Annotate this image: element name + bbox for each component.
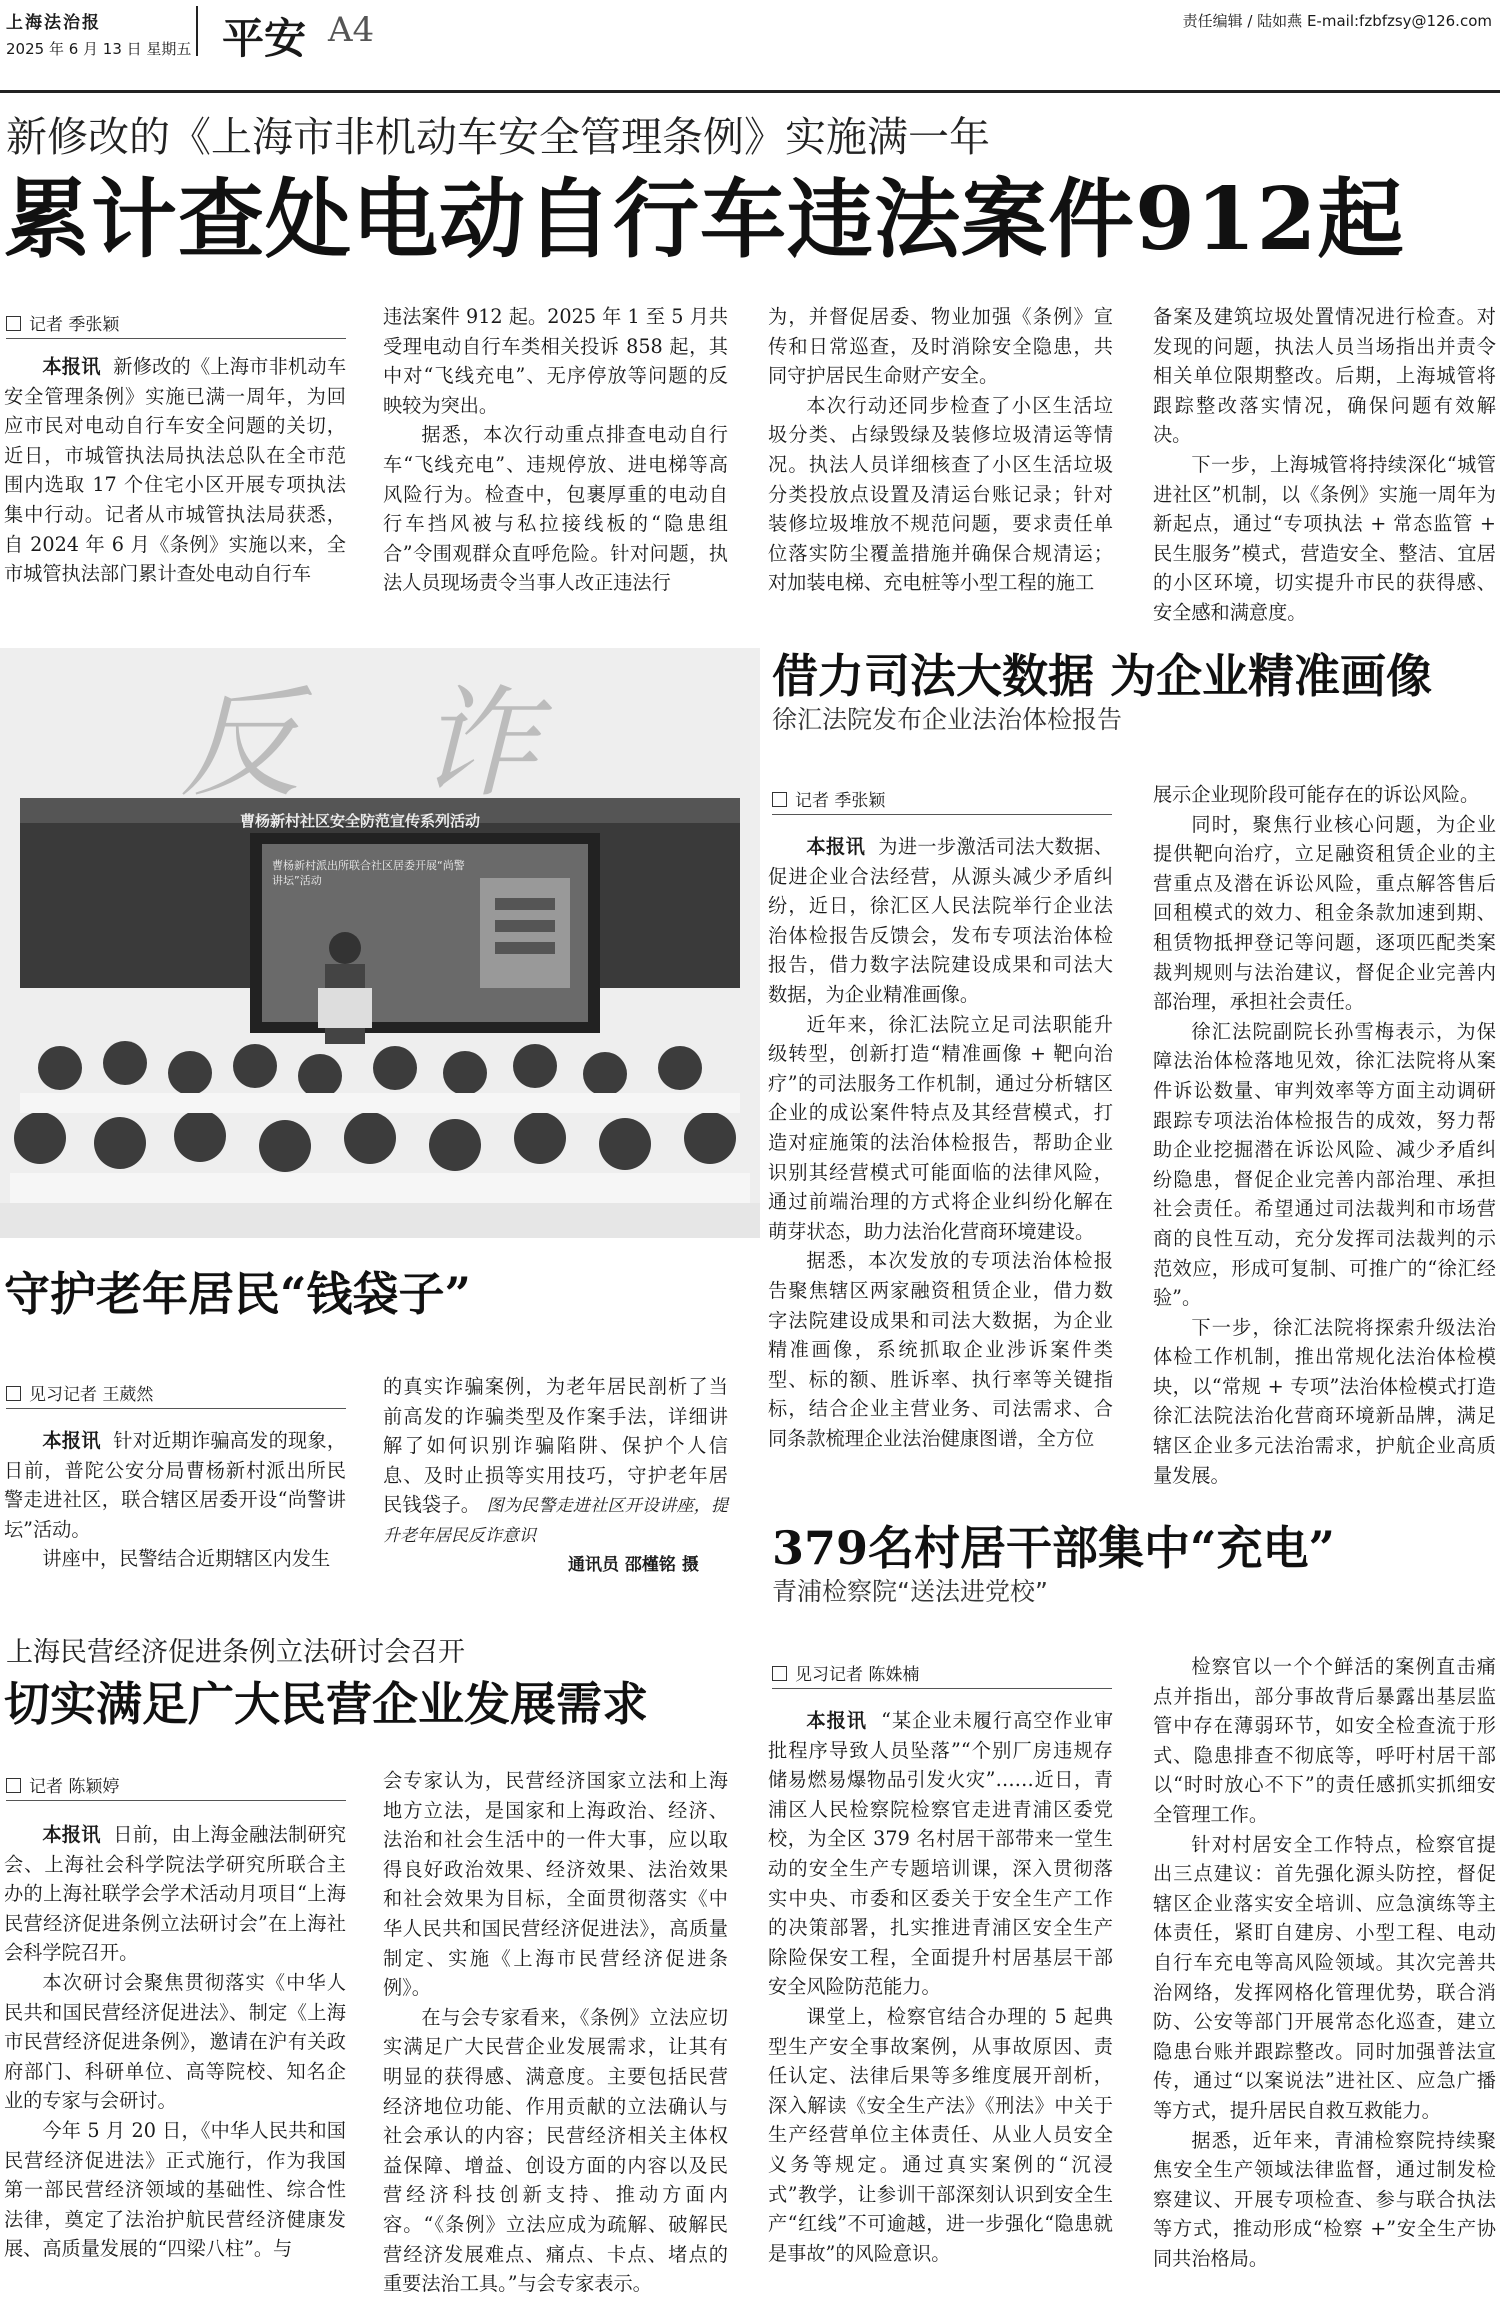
lead-tag: 本报讯 (42, 1429, 101, 1452)
article2-body: 针对近期诈骗高发的现象，日前，普陀公安分局曹杨新村派出所民警走进社区，联合辖区居委开设“尚警讲坛”活动。 (4, 1429, 347, 1541)
article1-column-1 (4, 352, 346, 596)
byline-box-icon (6, 1778, 21, 1793)
article3-paragraph: 展示企业现阶段可能存在的诉讼风险。 (1153, 783, 1480, 806)
byline-rule (6, 1800, 346, 1801)
article2-byline (6, 1380, 153, 1405)
byline-text: 记者 陈颖婷 (29, 1777, 120, 1797)
photo-overlay-text: 反 诈 (180, 675, 579, 814)
article5-paragraph: 今年 5 月 20 日，《中华人民共和国民营经济促进法》正式施行，作为我国第一部民营经济领域的基础性、综合性法律，奠定了法治护航民营经济健康发展、高质量发展的“四梁八柱”。与 (4, 2118, 346, 2261)
article1-headline: 累计查处电动自行车违法案件912起 (4, 169, 1405, 270)
editor-info: 责任编辑 / 陆如燕 E-mail:fzbfzsy@126.com (1182, 12, 1492, 30)
lead-tag: 本报讯 (42, 355, 101, 378)
article1-paragraph: 违法案件 912 起。2025 年 1 至 5 月共受理电动自行车类相关投诉 858 起，其中对“飞线充电”、无序停放等问题的反映较为突出。 (383, 305, 728, 417)
article3-paragraph: 近年来，徐汇法院立足司法职能升级转型，创新打造“精准画像 + 靶向治疗”的司法服务工作机制，通过分析辖区企业的成讼案件特点及其经营模式，打造对症施策的法治体检报告，帮助企业识别其经营模式可能面临的法律风险，通过前端治理的方式将企业纠纷化解在萌芽状态，助力法治化营商环境建设。 (768, 1012, 1113, 1243)
article1-paragraph: 据悉，本次行动重点排查电动自行车“飞线充电”、违规停放、进电梯等高风险行为。检查中，包裹厚重的电动自行车挡风被与私拉接线板的“隐患组合”令围观群众直呼危险。针对问题，执法人员现场责令当事人改正违法行 (383, 423, 728, 595)
page-number: A4 (328, 10, 375, 50)
masthead-rule (0, 90, 1500, 93)
byline-box-icon (772, 1666, 787, 1681)
article3-column-1 (768, 832, 1113, 1460)
byline-text: 见习记者 王葳然 (29, 1385, 154, 1405)
byline-rule (6, 1408, 346, 1409)
article2-column-1 (4, 1426, 346, 1578)
article4-column-2 (1153, 1652, 1496, 2270)
article3-subhead: 徐汇法院发布企业法治体检报告 (772, 705, 1123, 734)
byline-rule (772, 814, 1112, 815)
article1-kicker: 新修改的《上海市非机动车安全管理条例》实施满一年 (6, 113, 990, 161)
article5-byline (6, 1772, 119, 1797)
masthead-divider (196, 6, 198, 56)
article4-paragraph: 检察官以一个个鲜活的案例直击痛点并指出，部分事故背后暴露出基层监管中存在薄弱环节，如安全检查流于形式、隐患排查不彻底等，呼吁村居干部以“时时放心不下”的责任感抓实抓细安全管理工作。 (1153, 1655, 1496, 1826)
article5-column-1 (4, 1820, 347, 2261)
newspaper-logo: 上海法治报 (6, 13, 101, 33)
article5-paragraph: 本次研讨会聚焦贯彻落实《中华人民共和国民营经济促进法》、制定《上海市民营经济促进条例》，邀请在沪有关政府部门、科研单位、高等院校、知名企业的专家与会研讨。 (4, 1970, 346, 2113)
article1-body: 新修改的《上海市非机动车安全管理条例》实施已满一周年，为回应市民对电动自行车安全问题的关切，近日，市城管执法局执法总队在全市范围内选取 17 个住宅小区开展专项执法集中行动。记者从市城管执法局获悉，自 2024 年 6 月《条例》实施以来，全市城管执法部门累计查处电动自行车 (4, 355, 347, 586)
article2-paragraph: 的真实诈骗案例，为老年居民剖析了当前高发的诈骗类型及作案手法，详细讲解了如何识别诈骗陷阱、保护个人信息、及时止损等实用技巧，守护老年居民钱袋子。 (383, 1375, 728, 1517)
byline-text: 记者 季张颖 (29, 315, 120, 335)
lead-tag: 本报讯 (42, 1823, 101, 1846)
photo-credit: 通讯员 邵槿铭 摄 (568, 1555, 699, 1575)
byline-rule (772, 1688, 1112, 1689)
article2-column-2 (383, 1372, 728, 1550)
lead-tag: 本报讯 (806, 1709, 867, 1732)
article2-headline: 守护老年居民“钱袋子” (4, 1267, 471, 1321)
article1-byline (6, 310, 119, 335)
article4-body: “某企业未履行高空作业审批程序导致人员坠落”“个别厂房违规存储易燃易爆物品引发火灾”……近日，青浦区人民检察院检察官走进青浦区委党校，为全区 379 名村居干部带来一堂生动的安全生产专题培训课，深入贯彻落实中央、市委和区委关于安全生产工作的决策部署，扎实推进青浦区安全生产除险保安工程，全面提升村居基层干部安全风险防范能力。 (768, 1709, 1114, 1999)
article5-paragraph: 在与会专家看来，《条例》立法应切实满足广大民营企业发展需求，让其有明显的获得感、满意度。主要包括民营经济地位功能、作用贡献的立法确认与社会承认的内容；民营经济相关主体权益保障、增益、创设方面的内容以及民营经济科技创新支持、推动方面内容。“《条例》立法应成为疏解、破解民营经济发展难点、痛点、卡点、堵点的重要法治工具。”与会专家表示。 (383, 2005, 728, 2296)
article4-subhead: 青浦检察院“送法进党校” (772, 1577, 1048, 1606)
photo-caption: 图为民警走进社区开设讲座，提升老年居民反诈意识 (383, 1496, 729, 1547)
article1-paragraph: 下一步，上海城管将持续深化“城管进社区”机制，以《条例》实施一周年为新起点，通过“专项执法 + 常态监管 + 民生服务”模式，营造安全、整洁、宜居的小区环境，切实提升市民的获得感、安全感和满意度。 (1153, 452, 1496, 624)
article1-paragraph: 本次行动还同步检查了小区生活垃圾分类、占绿毁绿及装修垃圾清运等情况。执法人员详细核查了小区生活垃圾分类投放点设置及清运台账记录；针对装修垃圾堆放不规范问题，要求责任单位落实防尘覆盖措施并确保合规清运；对加装电梯、充电桩等小型工程的施工 (768, 393, 1113, 595)
section-name: 平安 (222, 14, 307, 63)
article4-byline (772, 1660, 919, 1685)
article4-column-1 (768, 1706, 1114, 2265)
article4-paragraph: 针对村居安全工作特点，检察官提出三点建议：首先强化源头防控，督促辖区企业落实安全培训、应急演练等主体责任，紧盯自建房、小型工程、电动自行车充电等高风险领域。其次完善共治网络，发挥网格化管理优势，联合消防、公安等部门开展常态化巡查，建立隐患台账并跟踪整改。同时加强普法宣传，通过“以案说法”进社区、应急广播等方式，提升居民自救互救能力。 (1153, 1832, 1496, 2122)
article3-paragraph: 下一步，徐汇法院将探索升级法治体检工作机制，推出常规化法治体检模块，以“常规 + 专项”法治体检模式打造徐汇法院法治化营商环境新品牌，满足辖区企业多元法治需求，护航企业高质量发展。 (1153, 1315, 1496, 1487)
article1-column-3 (768, 302, 1113, 596)
article5-kicker: 上海民营经济促进条例立法研讨会召开 (6, 1637, 465, 1668)
issue-date: 2025 年 6 月 13 日 星期五 (6, 40, 192, 58)
article5-body: 日前，由上海金融法制研究会、上海社会科学院法学研究所联合主办的上海社联学会学术活动月项目“上海民营经济促进条例立法研讨会”在上海社会科学院召开。 (4, 1823, 347, 1965)
article3-column-2 (1153, 780, 1496, 1487)
article3-paragraph: 徐汇法院副院长孙雪梅表示，为保障法治体检落地见效，徐汇法院将从案件诉讼数量、审判效率等方面主动调研跟踪专项法治体检报告的成效，努力帮助企业挖掘潜在诉讼风险、减少矛盾纠纷隐患，督促企业完善内部治理、承担社会责任。希望通过司法裁判和市场营商的良性互动，充分发挥司法裁判的示范效应，形成可复制、可推广的“徐汇经验”。 (1153, 1019, 1496, 1310)
article3-headline: 借力司法大数据 为企业精准画像 (772, 649, 1433, 703)
article5-column-2 (383, 1766, 728, 2296)
lead-tag: 本报讯 (806, 835, 866, 858)
byline-box-icon (772, 792, 787, 807)
article2-paragraph: 讲座中，民警结合近期辖区内发生 (42, 1547, 331, 1571)
article4-paragraph: 课堂上，检察官结合办理的 5 起典型生产安全事故案例，从事故原因、责任认定、法律后果等多维度展开剖析，深入解读《安全生产法》《刑法》中关于生产经营单位主体责任、从业人员安全义务等规定。通过真实案例的“沉浸式”教学，让参训干部深刻认识到安全生产“红线”不可逾越，进一步强化“隐患就是事故”的风险意识。 (768, 2004, 1113, 2265)
photo-screen-text: 曹杨新村派出所联合社区居委开展“尚警讲坛”活动 (272, 859, 465, 887)
news-photo (0, 648, 760, 1238)
byline-box-icon (6, 1386, 21, 1401)
byline-box-icon (6, 316, 21, 331)
byline-text: 记者 季张颖 (795, 791, 886, 811)
article3-body: 为进一步激活司法大数据、促进企业合法经营，从源头减少矛盾纠纷，近日，徐汇区人民法院举行企业法治体检报告反馈会，发布专项法治体检报告，借力数字法院建设成果和司法大数据，为企业精准画像。 (768, 835, 1114, 1006)
photo-banner-title: 曹杨新村社区安全防范宣传系列活动 (240, 812, 481, 830)
byline-rule (6, 338, 346, 339)
article4-paragraph: 据悉，近年来，青浦检察院持续聚焦安全生产领域法律监督，通过制发检察建议、开展专项检查、参与联合执法等方式，推动形成“检察 +”安全生产协同共治格局。 (1153, 2128, 1496, 2270)
article1-paragraph: 为，并督促居委、物业加强《条例》宣传和日常巡查，及时消除安全隐患，共同守护居民生命财产安全。 (768, 305, 1113, 388)
article5-paragraph: 会专家认为，民营经济国家立法和上海地方立法，是国家和上海政治、经济、法治和社会生活中的一件大事，应以取得良好政治效果、经济效果、法治效果和社会效果为目标，全面贯彻落实《中华人民共和国民营经济促进法》，高质量制定、实施《上海市民营经济促进条例》。 (383, 1769, 728, 2000)
article3-paragraph: 据悉，本次发放的专项法治体检报告聚焦辖区两家融资租赁企业，借力数字法院建设成果和司法大数据，为企业精准画像，系统抓取企业涉诉案件类型、标的额、胜诉率、执行率等关键指标，结合企业主营业务、司法需求、合同条款梳理企业法治健康图谱，全方位 (768, 1249, 1113, 1450)
byline-text: 见习记者 陈姝楠 (795, 1665, 920, 1685)
article1-paragraph: 备案及建筑垃圾处置情况进行检查。对发现的问题，执法人员当场指出并责令相关单位限期整改。后期，上海城管将跟踪整改落实情况，确保问题有效解决。 (1153, 305, 1496, 447)
article4-headline: 379名村居干部集中“充电” (772, 1521, 1335, 1575)
article3-paragraph: 同时，聚焦行业核心问题，为企业提供靶向治疗，立足融资租赁企业的主营重点及潜在诉讼风险，重点解答售后回租模式的效力、租金条款加速到期、租赁物抵押登记等问题，逐项匹配类案裁判规则与法治建议，督促企业完善内部治理，承担社会责任。 (1153, 812, 1496, 1014)
article1-column-4 (1153, 302, 1496, 624)
article3-byline (772, 786, 885, 811)
article5-headline: 切实满足广大民营企业发展需求 (4, 1677, 648, 1731)
article1-column-2 (383, 302, 728, 596)
